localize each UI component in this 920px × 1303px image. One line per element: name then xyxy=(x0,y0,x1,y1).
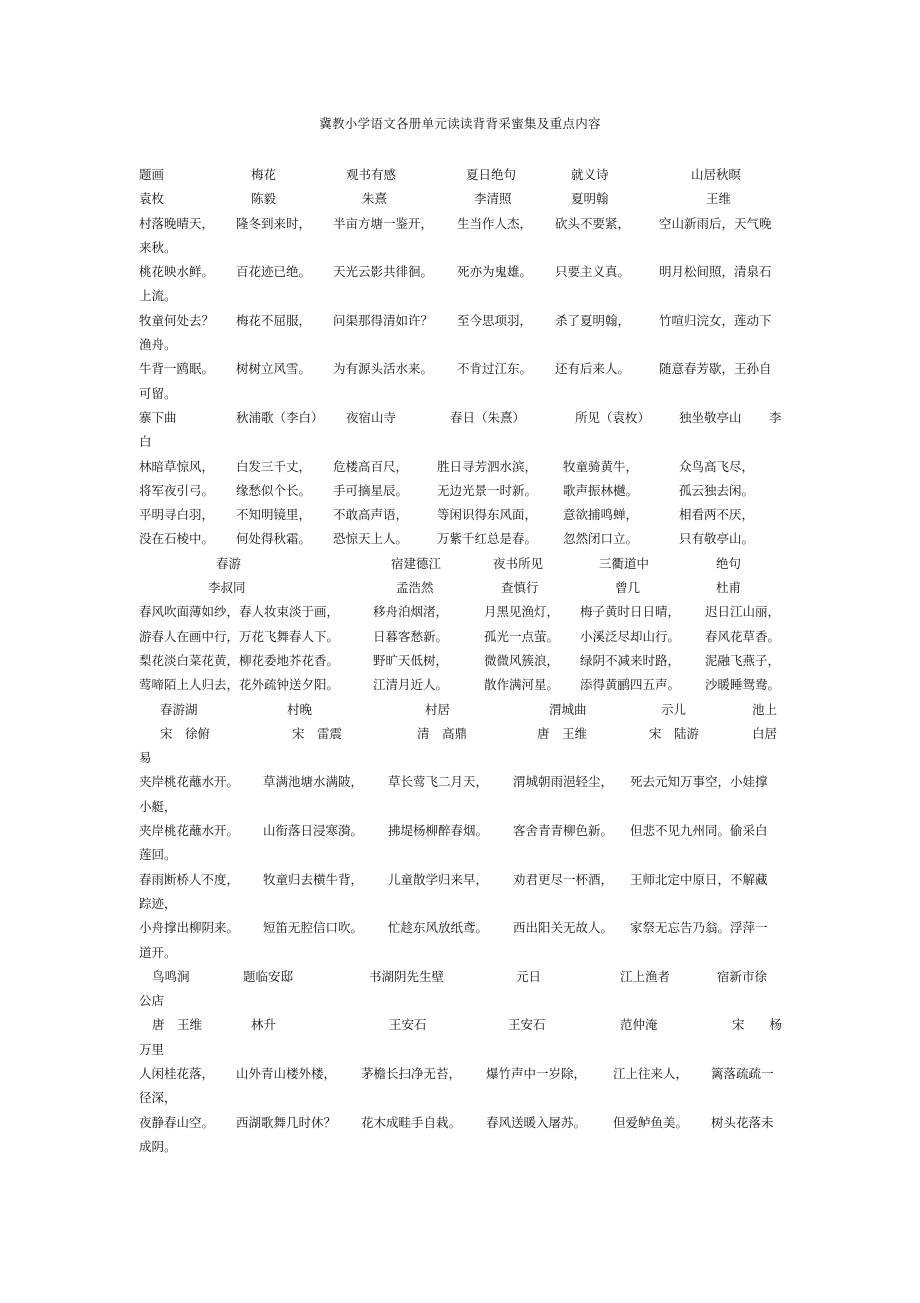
text-line xyxy=(139,212,799,236)
line-cell: 半亩方塘一鉴开， xyxy=(333,215,434,231)
line-cell: 查慎行 xyxy=(501,580,539,596)
line-cell: 王安石 xyxy=(508,1017,546,1033)
line-cell: 缘愁似个长。 xyxy=(236,482,312,498)
line-cell: 宋 雷震 xyxy=(292,725,343,741)
line-cell: 没在石棱中。 xyxy=(139,531,215,547)
line-cell: 月黑见渔灯， xyxy=(484,604,560,620)
line-cell: 朱熹 xyxy=(362,191,388,207)
line-cell: 空山新雨后，天气晚 xyxy=(659,215,772,231)
line-cell: 随意春芳歇，王孙自 xyxy=(659,361,772,377)
line-cell: 家祭无忘告乃翁。浮萍一 xyxy=(630,920,768,936)
line-cell: 夜静春山空。 xyxy=(139,1114,215,1130)
line-cell: 隆冬到来时， xyxy=(236,215,312,231)
line-cell: 夜宿山寺 xyxy=(346,409,397,425)
text-line xyxy=(139,260,799,284)
line-cell: 但爱鲈鱼美。 xyxy=(613,1114,689,1130)
line-cell: 孟浩然 xyxy=(396,580,434,596)
line-cell: 百花迹已绝。 xyxy=(236,264,312,280)
line-cell: 袁枚 xyxy=(139,191,165,207)
wrap-text: 上流。 xyxy=(139,288,177,304)
line-cell: 拂堤杨柳醉春烟。 xyxy=(388,823,489,839)
line-cell: 还有后来人。 xyxy=(555,361,631,377)
line-cell: 客舍青青柳色新。 xyxy=(513,823,614,839)
line-cell: 竹喧归浣女，莲动下 xyxy=(659,312,772,328)
line-cell: 宋 杨 xyxy=(732,1017,783,1033)
line-cell: 不肯过江东。 xyxy=(457,361,533,377)
line-cell: 题临安邸 xyxy=(243,968,294,984)
line-cell: 草满池塘水满陂， xyxy=(263,774,364,790)
text-line xyxy=(139,722,799,746)
line-cell: 等闲识得东风面， xyxy=(437,507,538,523)
wrapped-line xyxy=(139,236,799,260)
line-cell: 夏日绝句 xyxy=(466,167,517,182)
line-cell: 死亦为鬼雄。 xyxy=(457,264,533,280)
line-cell: 宿新市徐 xyxy=(717,968,768,984)
line-cell: 宿建德江 xyxy=(391,555,442,571)
line-cell: 梅花不屈服， xyxy=(236,312,312,328)
line-cell: 孤光一点萤。 xyxy=(484,628,560,644)
line-cell: 砍头不要紧， xyxy=(555,215,631,231)
line-cell: 万紫千红总是春。 xyxy=(437,531,538,547)
line-cell: 村居 xyxy=(425,701,451,717)
line-cell: 梅子黄时日日晴， xyxy=(580,604,681,620)
line-cell: 就义诗 xyxy=(571,167,609,182)
wrap-text: 渔舟。 xyxy=(139,337,177,353)
wrap-text: 径深， xyxy=(139,1090,177,1106)
line-cell: 移舟泊烟渚， xyxy=(373,604,449,620)
line-cell: 林暗草惊风， xyxy=(139,458,215,474)
wrapped-line xyxy=(139,382,799,406)
line-cell: 所见（袁枚） xyxy=(575,409,651,425)
line-cell: 寨下曲 xyxy=(139,409,177,425)
line-cell: 短笛无腔信口吹。 xyxy=(263,920,364,936)
wrapped-line xyxy=(139,1086,799,1110)
line-cell: 王安石 xyxy=(389,1017,427,1033)
line-cell: 江上往来人， xyxy=(613,1065,689,1081)
line-cell: 王维 xyxy=(706,191,732,207)
line-cell: 莺啼陌上人归去，花外疏钟送夕阳。 xyxy=(139,677,340,693)
text-line xyxy=(139,1111,799,1135)
wrap-text: 道开。 xyxy=(139,944,177,960)
line-cell: 观书有感 xyxy=(346,167,397,182)
text-line xyxy=(139,357,799,381)
line-cell: 元日 xyxy=(516,968,542,984)
text-line xyxy=(139,625,799,649)
wrap-text: 白 xyxy=(139,434,152,450)
line-cell: 小舟撑出柳阴来。 xyxy=(139,920,240,936)
wrap-text: 公店 xyxy=(139,993,165,1009)
line-cell: 春游 xyxy=(216,555,242,571)
text-line xyxy=(139,819,799,843)
line-cell: 日暮客愁新。 xyxy=(373,628,449,644)
wrap-text: 万里 xyxy=(139,1041,165,1057)
wrapped-line xyxy=(139,746,799,770)
line-cell: 李清照 xyxy=(474,191,512,207)
wrap-text: 易 xyxy=(139,750,152,766)
line-cell: 生当作人杰， xyxy=(457,215,533,231)
text-line xyxy=(139,187,799,211)
line-cell: 白发三千丈， xyxy=(236,458,312,474)
line-cell: 示儿 xyxy=(661,701,687,717)
text-line xyxy=(139,309,799,333)
line-cell: 桃花映水鲜。 xyxy=(139,264,215,280)
wrapped-line xyxy=(139,333,799,357)
line-cell: 范仲淹 xyxy=(620,1017,658,1033)
line-cell: 夹岸桃花蘸水开。 xyxy=(139,774,240,790)
line-cell: 绿阴不减来时路， xyxy=(580,652,681,668)
line-cell: 题画 xyxy=(139,167,165,182)
line-cell: 曾几 xyxy=(615,580,641,596)
line-cell: 杜甫 xyxy=(716,580,742,596)
text-line xyxy=(139,965,799,989)
wrap-text: 可留。 xyxy=(139,385,177,401)
line-cell: 山衔落日浸寒漪。 xyxy=(263,823,364,839)
document-body xyxy=(139,163,799,1159)
wrapped-line xyxy=(139,892,799,916)
line-cell: 迟日江山丽， xyxy=(705,604,781,620)
line-cell: 唐 王维 xyxy=(537,725,588,741)
line-cell: 牧童归去横牛背， xyxy=(263,871,364,887)
line-cell: 牧童何处去？ xyxy=(139,312,215,328)
line-cell: 众鸟高飞尽， xyxy=(679,458,755,474)
line-cell: 西湖歌舞几时休？ xyxy=(236,1114,337,1130)
line-cell: 李 xyxy=(769,409,782,425)
line-cell: 春风吹面薄如纱，春人妆束淡于画， xyxy=(139,604,340,620)
line-cell: 沙暖睡鸳鸯。 xyxy=(705,677,781,693)
line-cell: 独坐敬亭山 xyxy=(679,409,742,425)
line-cell: 夏明翰 xyxy=(571,191,609,207)
line-cell: 茅檐长扫净无苔， xyxy=(361,1065,462,1081)
line-cell: 春风送暖入屠苏。 xyxy=(486,1114,587,1130)
wrapped-line xyxy=(139,1038,799,1062)
text-line xyxy=(139,1062,799,1086)
line-cell: 只有敬亭山。 xyxy=(679,531,755,547)
wrap-text: 成阴。 xyxy=(139,1138,177,1154)
text-line xyxy=(139,527,799,551)
line-cell: 渭城曲 xyxy=(549,701,587,717)
line-cell: 宋 陆游 xyxy=(649,725,700,741)
text-line xyxy=(139,868,799,892)
text-line xyxy=(139,455,799,479)
line-cell: 村晚 xyxy=(287,701,313,717)
line-cell: 何处得秋霜。 xyxy=(236,531,312,547)
line-cell: 李叔同 xyxy=(208,580,246,596)
line-cell: 杀了夏明翰， xyxy=(555,312,631,328)
line-cell: 草长莺飞二月天， xyxy=(388,774,489,790)
line-cell: 池上 xyxy=(752,701,778,717)
line-cell: 儿童散学归来早， xyxy=(388,871,489,887)
wrapped-line xyxy=(139,843,799,867)
line-cell: 明月松间照，清泉石 xyxy=(659,264,772,280)
wrapped-line xyxy=(139,989,799,1013)
wrap-text: 踪迹， xyxy=(139,895,177,911)
text-line xyxy=(139,600,799,624)
text-line xyxy=(139,503,799,527)
line-cell: 人闲桂花落， xyxy=(139,1065,215,1081)
line-cell: 将军夜引弓。 xyxy=(139,482,215,498)
line-cell: 白居 xyxy=(752,725,778,741)
wrapped-line xyxy=(139,1135,799,1159)
line-cell: 野旷天低树， xyxy=(373,652,449,668)
line-cell: 书湖阴先生壁 xyxy=(369,968,445,984)
line-cell: 春风花草香。 xyxy=(705,628,781,644)
line-cell: 小溪泛尽却山行。 xyxy=(580,628,681,644)
line-cell: 无边光景一时新。 xyxy=(437,482,538,498)
text-line xyxy=(139,552,799,576)
line-cell: 忙趁东风放纸鸢。 xyxy=(388,920,489,936)
line-cell: 牛背一鸥眠。 xyxy=(139,361,215,377)
line-cell: 为有源头活水来。 xyxy=(333,361,434,377)
line-cell: 劝君更尽一杯酒， xyxy=(513,871,614,887)
wrapped-line xyxy=(139,430,799,454)
line-cell: 花木成畦手自栽。 xyxy=(361,1114,462,1130)
line-cell: 意欲捕鸣蝉， xyxy=(563,507,639,523)
line-cell: 泥融飞燕子， xyxy=(705,652,781,668)
line-cell: 至今思项羽， xyxy=(457,312,533,328)
line-cell: 宋 徐俯 xyxy=(160,725,211,741)
line-cell: 不敢高声语， xyxy=(333,507,409,523)
line-cell: 但悲不见九州同。偷采白 xyxy=(630,823,768,839)
line-cell: 秋浦歌（李白） xyxy=(236,409,324,425)
line-cell: 三衢道中 xyxy=(599,555,650,571)
line-cell: 西出阳关无故人。 xyxy=(513,920,614,936)
line-cell: 夜书所见 xyxy=(493,555,544,571)
line-cell: 江清月近人。 xyxy=(373,677,449,693)
text-line xyxy=(139,406,799,430)
text-line xyxy=(139,163,799,187)
line-cell: 村落晚晴天， xyxy=(139,215,215,231)
line-cell: 游春人在画中行，万花飞舞春人下。 xyxy=(139,628,340,644)
wrap-text: 小艇， xyxy=(139,798,177,814)
line-cell: 唐 王维 xyxy=(152,1017,203,1033)
line-cell: 手可摘星辰。 xyxy=(333,482,409,498)
line-cell: 树头花落未 xyxy=(711,1114,774,1130)
line-cell: 陈毅 xyxy=(251,191,277,207)
line-cell: 危楼高百尺， xyxy=(333,458,409,474)
line-cell: 王师北定中原日，不解藏 xyxy=(630,871,768,887)
line-cell: 夹岸桃花蘸水开。 xyxy=(139,823,240,839)
line-cell: 添得黄鹂四五声。 xyxy=(580,677,681,693)
text-line xyxy=(139,576,799,600)
line-cell: 树树立风雪。 xyxy=(236,361,312,377)
text-line xyxy=(139,698,799,722)
line-cell: 梨花淡白菜花黄，柳花委地芥花香。 xyxy=(139,652,340,668)
text-line xyxy=(139,649,799,673)
line-cell: 绝句 xyxy=(716,555,742,571)
line-cell: 梅花 xyxy=(251,167,277,182)
line-cell: 山外青山楼外楼， xyxy=(236,1065,337,1081)
line-cell: 渭城朝雨浥轻尘， xyxy=(513,774,614,790)
line-cell: 相看两不厌， xyxy=(679,507,755,523)
wrap-text: 莲回。 xyxy=(139,847,177,863)
wrap-text: 来秋。 xyxy=(139,239,177,255)
line-cell: 山居秋暝 xyxy=(691,167,742,182)
wrapped-line xyxy=(139,284,799,308)
document-title: 冀教小学语文各册单元读读背背采蜜集及重点内容 xyxy=(319,116,601,131)
line-cell: 江上渔者 xyxy=(620,968,671,984)
line-cell: 死去元知万事空，小娃撑 xyxy=(630,774,768,790)
line-cell: 清 高鼎 xyxy=(417,725,468,741)
line-cell: 散作满河星。 xyxy=(484,677,560,693)
line-cell: 微微风簇浪， xyxy=(484,652,560,668)
line-cell: 爆竹声中一岁除， xyxy=(486,1065,587,1081)
line-cell: 春游湖 xyxy=(160,701,198,717)
wrapped-line xyxy=(139,795,799,819)
line-cell: 林升 xyxy=(251,1017,277,1033)
line-cell: 忽然闭口立。 xyxy=(563,531,639,547)
text-line xyxy=(139,770,799,794)
line-cell: 恐惊天上人。 xyxy=(333,531,409,547)
line-cell: 篱落疏疏一 xyxy=(711,1065,774,1081)
line-cell: 平明寻白羽， xyxy=(139,507,215,523)
line-cell: 只要主义真。 xyxy=(555,264,631,280)
text-line xyxy=(139,1013,799,1037)
line-cell: 春雨断桥人不度， xyxy=(139,871,240,887)
line-cell: 孤云独去闲。 xyxy=(679,482,755,498)
line-cell: 不知明镜里， xyxy=(236,507,312,523)
text-line xyxy=(139,673,799,697)
line-cell: 天光云影共徘徊。 xyxy=(333,264,434,280)
line-cell: 春日（朱熹） xyxy=(450,409,526,425)
line-cell: 牧童骑黄牛， xyxy=(563,458,639,474)
text-line xyxy=(139,479,799,503)
wrapped-line xyxy=(139,941,799,965)
text-line xyxy=(139,916,799,940)
line-cell: 问渠那得清如许？ xyxy=(333,312,434,328)
line-cell: 歌声振林樾。 xyxy=(563,482,639,498)
line-cell: 鸟鸣涧 xyxy=(152,968,190,984)
line-cell: 胜日寻芳泗水滨， xyxy=(437,458,538,474)
